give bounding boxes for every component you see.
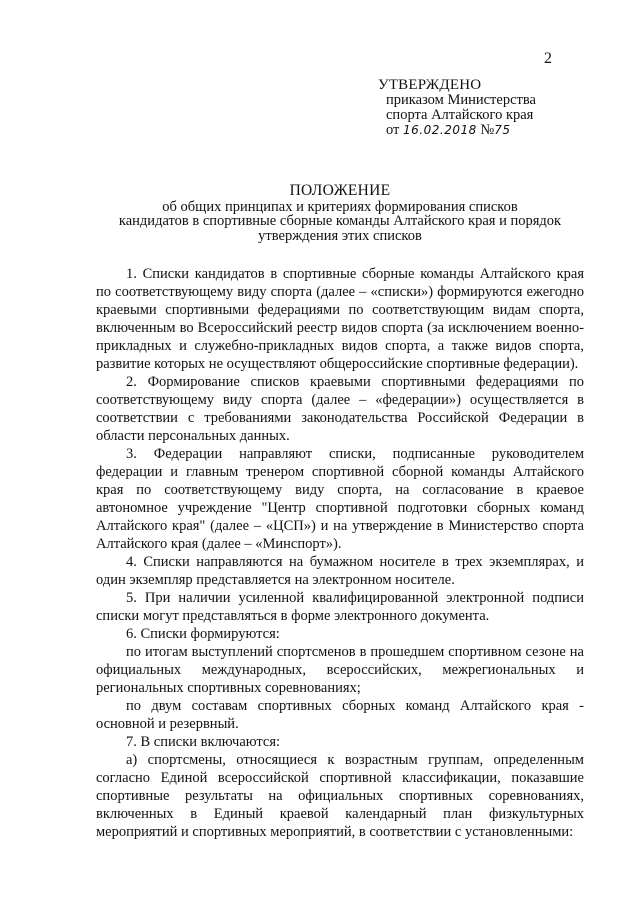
approval-heading: УТВЕРЖДЕНО [378,77,482,93]
approval-stamp [378,78,536,138]
paragraph-3: 3. Федерации направляют списки, подписанные руководителем федерации и главным тренером спортивной сборной команды Алтайского края по соответствующему виду спорта, на согласование в краевое автономное учреждение "Центр спортивной подготовки сборных команд Алтайского края" (далее – «ЦСП») и на утверждение в Министерство спорта Алтайского края (далее – «Минспорт»). [96,446,584,552]
approval-date-prefix: от [386,122,400,138]
document-title [96,184,584,243]
paragraph-5: 5. При наличии усиленной квалифицированной электронной подписи списки могут представляться в форме электронного документа. [96,590,584,624]
paragraph-1: 1. Списки кандидатов в спортивные сборные команды Алтайского края по соответствующему виду спорта (далее – «списки») формируются ежегодно краевыми спортивными федерациями по соответствующим видам спорта, включенным во Всероссийский реестр видов спорта (за исключением военно-прикладных и служебно-прикладных видов спорта, а также видов спорта, развитие которых не осуществляют общероссийские спортивные федерации). [96,266,584,372]
approval-date-line [378,123,536,138]
approval-number-prefix: № [480,122,495,138]
title-line-1: об общих принципах и критериях формирования списков [162,198,518,215]
paragraph-6-item-1: по итогам выступлений спортсменов в прошедшем спортивном сезоне на официальных международных, всероссийских, межрегиональных и региональных спортивных соревнованиях; [96,644,584,696]
paragraph-4: 4. Списки направляются на бумажном носителе в трех экземплярах, и один экземпляр представляется на электронном носителе. [96,554,584,588]
paragraph-6: 6. Списки формируются: [126,626,280,642]
approval-date: 16.02.2018 [403,123,477,137]
approval-line-2: спорта Алтайского края [386,107,534,123]
document-body [96,265,584,841]
paragraph-7-item-a: а) спортсмены, относящиеся к возрастным группам, определенным согласно Единой всероссийской спортивной классификации, показавшие спортивные результаты на официальных спортивных соревнованиях, включенных в Единый краевой календарный план физкультурных мероприятий и спортивных мероприятий, в соответствии с установленными: [96,752,584,840]
paragraph-7: 7. В списки включаются: [126,734,281,750]
paragraph-2: 2. Формирование списков краевыми спортивными федерациями по соответствующему виду спорта (далее – «федерации») осуществляется в соответствии с требованиями законодательства Российской Федерации в области персональных данных. [96,374,584,444]
approval-number: 75 [494,123,511,137]
paragraph-6-item-2: по двум составам спортивных сборных команд Алтайского края - основной и резервный. [96,698,584,732]
title-line-3: утверждения этих списков [258,227,422,244]
page-number: 2 [544,50,552,67]
approval-line-1: приказом Министерства [386,92,536,108]
document-heading: ПОЛОЖЕНИЕ [289,182,391,199]
title-line-2: кандидатов в спортивные сборные команды Алтайского края и порядок [118,213,562,229]
